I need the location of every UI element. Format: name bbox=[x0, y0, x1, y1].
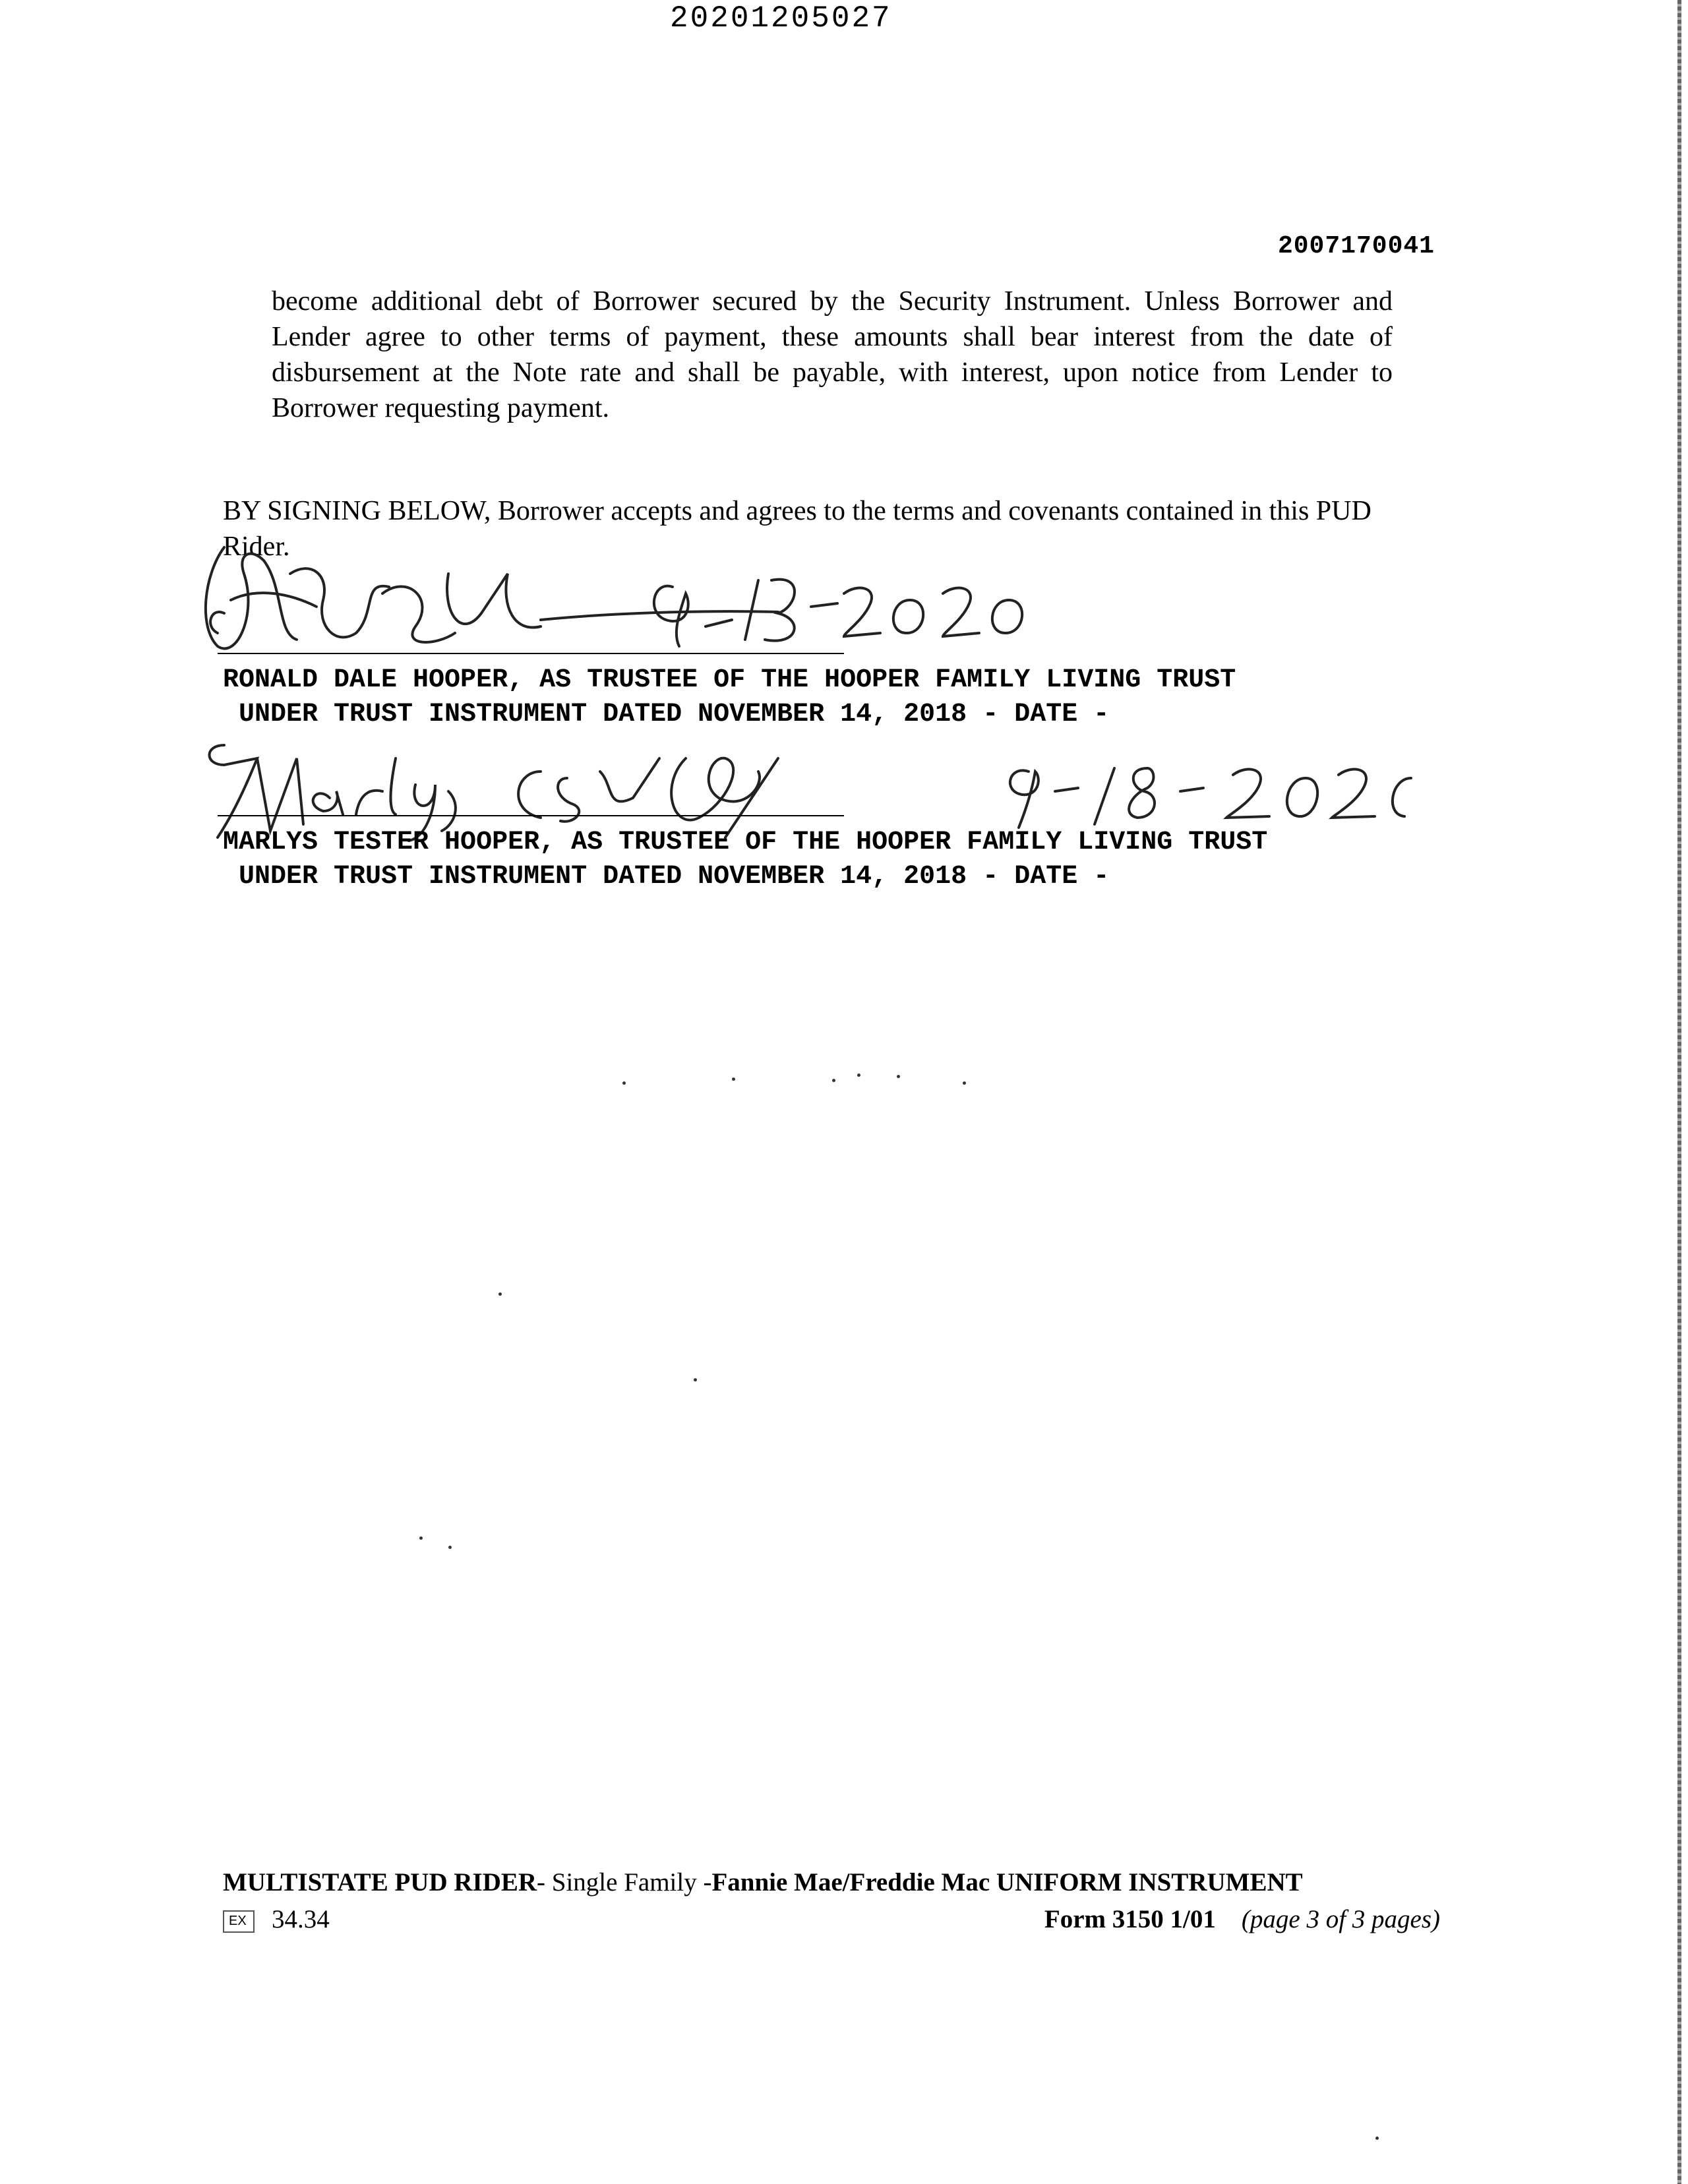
body-paragraph: become additional debt of Borrower secured by the Security Instrument. Unless Borrower and Lender agree to other terms of payment, these amounts shall bear interest from the date of disbursement at the Note rate and shall be payable, with interest, upon notice from Lender to Borrower requesting payment. bbox=[272, 286, 1393, 423]
ex-icon bbox=[223, 1910, 255, 1933]
footer-code: 34.34 bbox=[272, 1905, 330, 1933]
form-info bbox=[1044, 1904, 1440, 1934]
footer-title-bold: MULTISTATE PUD RIDER bbox=[223, 1868, 537, 1896]
recording-number: 20201205027 bbox=[670, 1, 892, 36]
loan-number: 2007170041 bbox=[1277, 232, 1435, 260]
ex-icon-label: EX bbox=[229, 1914, 247, 1929]
signer-2-line-2: UNDER TRUST INSTRUMENT DATED NOVEMBER 14, 2018 - DATE - bbox=[223, 862, 1110, 892]
form-label: Form 3150 1/01 bbox=[1044, 1905, 1216, 1933]
scan-speck bbox=[963, 1081, 966, 1085]
scan-speck bbox=[897, 1075, 900, 1078]
scan-speck bbox=[622, 1081, 626, 1085]
signature-line-1 bbox=[218, 653, 844, 654]
footer-title bbox=[223, 1867, 1303, 1897]
page-info: (page 3 of 3 pages) bbox=[1241, 1905, 1440, 1933]
footer-title-mid: - Single Family - bbox=[537, 1868, 712, 1896]
footer-title-bold2: Fannie Mae/Freddie Mac UNIFORM INSTRUMENT bbox=[711, 1868, 1303, 1896]
scan-edge bbox=[1677, 0, 1681, 2184]
scan-speck bbox=[857, 1074, 860, 1077]
signer-1-line-1: RONALD DALE HOOPER, AS TRUSTEE OF THE HOOPER FAMILY LIVING TRUST bbox=[223, 665, 1236, 695]
signer-2-line-1: MARLYS TESTER HOOPER, AS TRUSTEE OF THE HOOPER FAMILY LIVING TRUST bbox=[223, 828, 1268, 857]
scan-speck bbox=[419, 1536, 423, 1540]
scan-speck bbox=[498, 1292, 502, 1296]
signature-line-2 bbox=[218, 815, 844, 816]
scan-speck bbox=[832, 1079, 835, 1082]
handwritten-date-1 bbox=[646, 567, 1108, 653]
signer-1-line-2: UNDER TRUST INSTRUMENT DATED NOVEMBER 14, 2018 - DATE - bbox=[223, 700, 1110, 729]
scan-speck bbox=[1375, 2137, 1379, 2140]
footer-row bbox=[223, 1904, 1440, 1934]
scan-speck bbox=[694, 1378, 697, 1381]
scan-speck bbox=[732, 1077, 735, 1081]
signing-statement: BY SIGNING BELOW, Borrower accepts and agrees to the terms and covenants contained in this PUD Rider. bbox=[223, 496, 1372, 562]
scan-speck bbox=[448, 1546, 452, 1549]
handwritten-date-2 bbox=[989, 752, 1418, 831]
